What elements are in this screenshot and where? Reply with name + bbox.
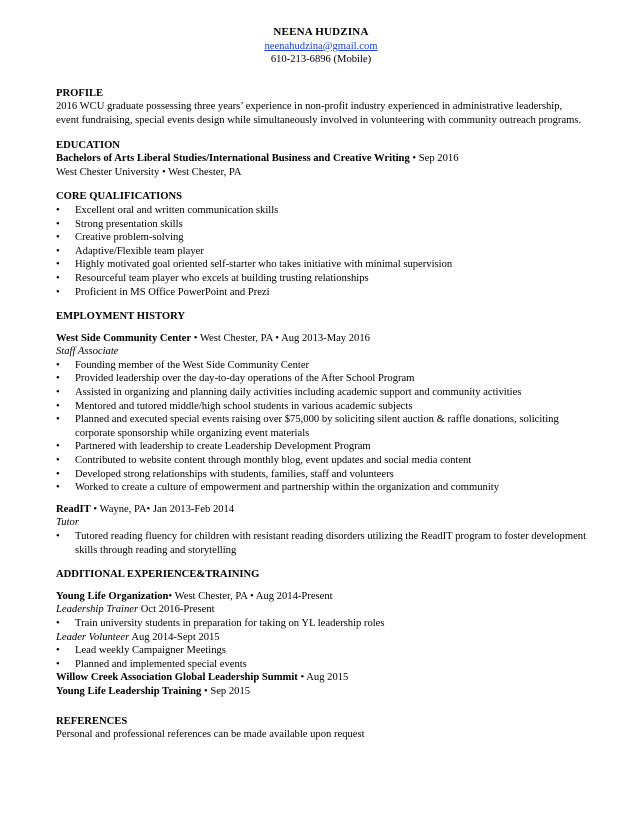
qualifications-heading: CORE QUALIFICATIONS <box>56 191 183 203</box>
education-degree-line: Bachelors of Arts Liberal Studies/International Business and Creative Writing • Sep 2016 <box>56 153 459 165</box>
job-role: Tutor <box>56 517 79 529</box>
list-item: • Contributed to website content through monthly blog, event updates and social media content <box>56 455 472 467</box>
bullet: • <box>56 259 60 271</box>
summit-line: Willow Creek Association Global Leadership Summit • Aug 2015 <box>56 672 349 684</box>
bullet: • <box>56 204 60 216</box>
job-header <box>56 503 586 517</box>
list-item: • Planned and implemented special events <box>56 658 247 670</box>
training-line: Young Life Leadership Training • Sep 2015 <box>56 685 251 697</box>
phone-number: 610-213-6896 (Mobile) <box>270 54 372 66</box>
list-item: • Worked to create a culture of empowerment and partnership within the organization and community <box>56 482 500 494</box>
email-link[interactable]: neenahudzina@gmail.com <box>264 40 378 52</box>
list-item: • Excellent oral and written communication skills <box>56 204 279 216</box>
job-duties-list <box>56 530 586 557</box>
list-item: • Creative problem-solving <box>56 232 184 244</box>
role-duties-list <box>56 617 586 631</box>
employment-heading: EMPLOYMENT HISTORY <box>56 311 186 323</box>
list-item: • Lead weekly Campaigner Meetings <box>56 645 226 657</box>
list-item: • Proficient in MS Office PowerPoint and Prezi <box>56 286 270 298</box>
job-header <box>56 332 586 346</box>
list-item: • Mentored and tutored middle/high school students in various academic subjects <box>56 400 413 412</box>
additional-org-line: Young Life Organization• West Chester, PA • Aug 2014-Present <box>56 590 333 602</box>
role-duties-list <box>56 644 586 671</box>
qualifications-list <box>56 204 586 299</box>
additional-org: Young Life Organization <box>56 590 169 602</box>
role-title: Leader Volunteer <box>56 631 130 643</box>
bullet: • <box>56 272 60 284</box>
list-item: • Train university students in preparation for taking on YL leadership roles <box>56 617 385 629</box>
profile-text: 2016 WCU graduate possessing three years’ experience in non-profit industry experienced in administrative leadership, event fundraising, special events design while simultaneously involved in volunteering with community outreach programs. <box>56 101 582 126</box>
bullet: • <box>56 245 60 257</box>
bullet: • <box>56 232 60 244</box>
list-item: • Provided leadership over the day-to-day operations of the After School Program <box>56 373 415 385</box>
job-details: • West Chester, PA • Aug 2013-May 2016 <box>191 332 370 344</box>
candidate-name: NEENA HUDZINA <box>273 26 369 38</box>
job-details: • Wayne, PA• Jan 2013-Feb 2014 <box>90 503 235 515</box>
list-item: • Strong presentation skills <box>56 218 183 230</box>
bullet: • <box>56 286 60 298</box>
degree-date: Sep 2016 <box>418 153 459 165</box>
list-item: • Partnered with leadership to create Leadership Development Program <box>56 441 371 453</box>
bullet: • <box>56 218 60 230</box>
list-item: • Tutored reading fluency for children with resistant reading disorders utilizing the ReadIT program to foster development skills through reading and storytelling <box>56 531 587 556</box>
job-role: Staff Associate <box>56 346 119 358</box>
resume-page <box>56 26 586 742</box>
school-line: West Chester University • West Chester, PA <box>56 166 242 178</box>
list-item: • Planned and executed special events raising over $75,000 by soliciting silent auction & raffle donations, soliciting corporate sponsorship while organizing event materials <box>56 414 559 439</box>
references-heading: REFERENCES <box>56 715 128 727</box>
education-heading: EDUCATION <box>56 139 120 151</box>
job-duties-list <box>56 359 586 495</box>
job-org: West Side Community Center <box>56 332 192 344</box>
degree: Bachelors of Arts Liberal Studies/International Business and Creative Writing <box>56 153 410 165</box>
list-item: • Highly motivated goal oriented self-starter who takes initiative with minimal supervision <box>56 259 453 271</box>
role-title: Leadership Trainer <box>56 604 139 616</box>
list-item: • Assisted in organizing and planning daily activities including academic support and community activities <box>56 387 522 399</box>
list-item: • Adaptive/Flexible team player <box>56 245 204 257</box>
list-item: • Developed strong relationships with students, families, staff and volunteers <box>56 468 394 480</box>
role-line: Leadership Trainer Oct 2016-Present <box>56 604 215 616</box>
profile-heading: PROFILE <box>56 87 104 99</box>
role-line: Leader Volunteer Aug 2014-Sept 2015 <box>56 631 220 643</box>
list-item: • Resourceful team player who excels at building trusting relationships <box>56 272 369 284</box>
job-org: ReadIT <box>56 503 91 515</box>
references-text: Personal and professional references can be made available upon request <box>56 729 365 741</box>
additional-heading: ADDITIONAL EXPERIENCE&TRAINING <box>56 569 260 581</box>
list-item: • Founding member of the West Side Community Center <box>56 359 310 371</box>
